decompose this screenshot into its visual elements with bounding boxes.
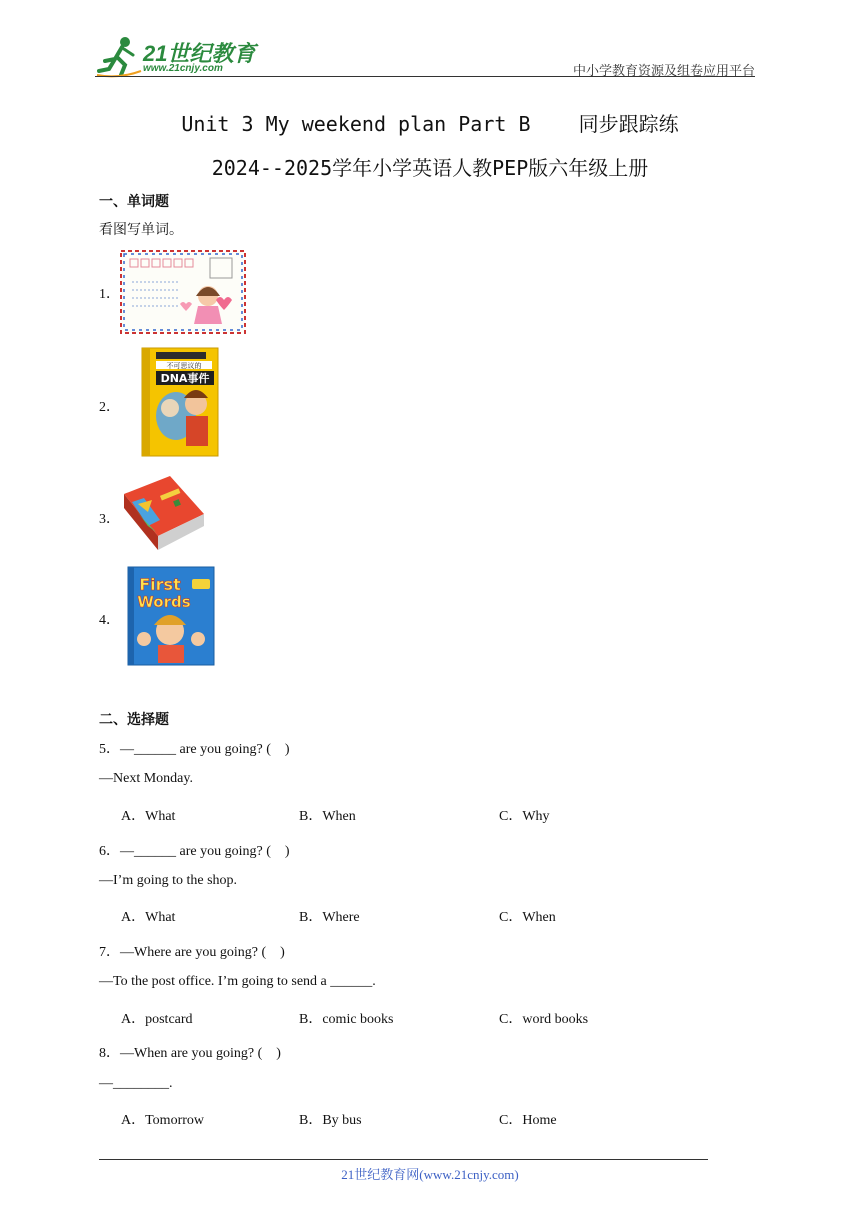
svg-text:First: First <box>139 575 181 594</box>
header-tagline: 中小学教育资源及组卷应用平台 <box>572 64 755 79</box>
page-title: Unit 3 My weekend plan Part B 同步跟踪练 <box>181 112 679 136</box>
question-6-option-a[interactable]: A．What <box>121 910 176 925</box>
question-7-option-b[interactable]: B．comic books <box>299 1012 394 1027</box>
item-number: 1． <box>99 287 120 302</box>
question-8-option-b[interactable]: B．By bus <box>299 1113 362 1128</box>
logo-url: www.21cnjy.com <box>143 63 223 74</box>
footer-link[interactable]: 21世纪教育网(www.21cnjy.com) <box>341 1167 519 1182</box>
question-8: 8．—When are you going? ( ) <box>99 1046 281 1061</box>
svg-text:DNA事件: DNA事件 <box>160 372 210 385</box>
dictionary-image <box>122 474 206 554</box>
header-divider <box>95 76 755 77</box>
item-number: 3． <box>99 512 120 527</box>
comic-book-image <box>140 346 220 458</box>
postcard-image <box>120 250 246 334</box>
item-number: 4． <box>99 613 120 628</box>
question-7: 7．—Where are you going? ( ) <box>99 945 285 960</box>
question-6-option-b[interactable]: B．Where <box>299 910 360 925</box>
section-heading-multiple-choice: 二、选择题 <box>99 712 169 728</box>
question-7-dialogue: —To the post office. I’m going to send a ______. <box>99 974 376 989</box>
question-7-option-a[interactable]: A．postcard <box>121 1012 193 1027</box>
svg-text:不可思议的: 不可思议的 <box>166 362 202 370</box>
section-instruction: 看图写单词。 <box>99 223 183 238</box>
question-5-dialogue: —Next Monday. <box>99 771 193 786</box>
question-8-option-a[interactable]: A．Tomorrow <box>121 1113 205 1128</box>
question-6: 6．—______ are you going? ( ) <box>99 844 290 859</box>
item-number: 2． <box>99 400 120 415</box>
question-6-dialogue: —I’m going to the shop. <box>99 873 238 888</box>
footer-divider <box>99 1159 708 1160</box>
question-5: 5．—______ are you going? ( ) <box>99 742 290 757</box>
runner-icon <box>95 35 143 79</box>
question-7-option-c[interactable]: C．word books <box>499 1012 589 1027</box>
question-5-option-c[interactable]: C．Why <box>499 809 550 824</box>
question-5-option-a[interactable]: A．What <box>121 809 176 824</box>
question-8-option-c[interactable]: C．Home <box>499 1113 557 1128</box>
question-6-option-c[interactable]: C．When <box>499 910 556 925</box>
site-logo <box>95 35 255 79</box>
logo-text: 21世纪教育 <box>143 41 256 66</box>
section-heading-vocabulary: 一、单词题 <box>99 194 169 210</box>
word-book-image <box>126 565 216 667</box>
question-8-dialogue: —________. <box>99 1076 173 1091</box>
page-subtitle: 2024--2025学年小学英语人教PEP版六年级上册 <box>211 156 649 180</box>
question-5-option-b[interactable]: B．When <box>299 809 356 824</box>
svg-text:Words: Words <box>137 593 191 611</box>
